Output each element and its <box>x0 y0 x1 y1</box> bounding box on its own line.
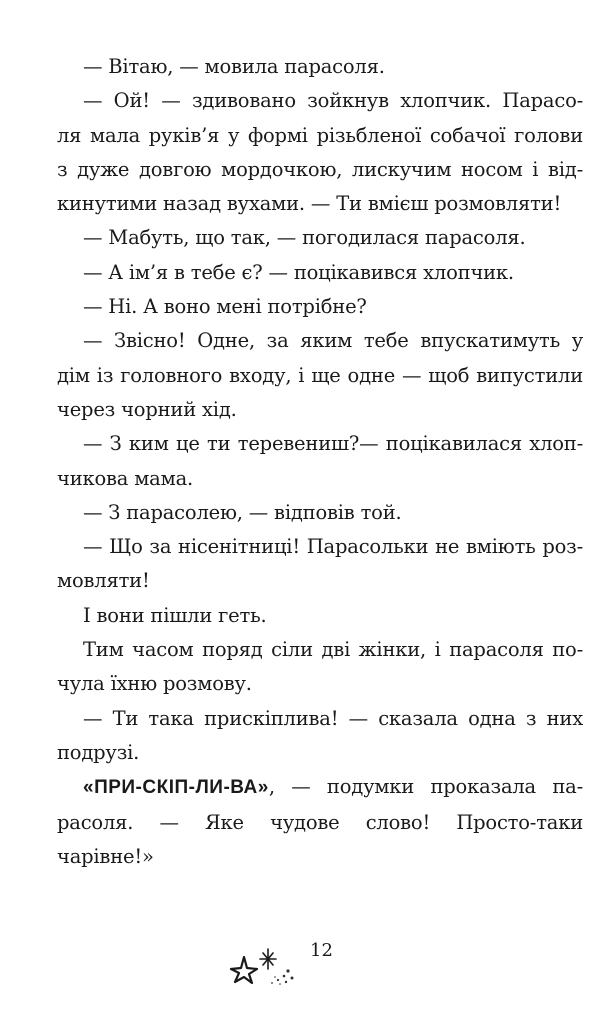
book-page <box>57 50 583 874</box>
paragraph <box>57 221 583 255</box>
paragraph <box>57 256 583 290</box>
page-number: 12 <box>310 940 333 961</box>
text-line: — Звісно! Одне, за яким тебе впускатимуть у <box>83 329 583 353</box>
paragraph <box>57 702 583 771</box>
text-line: — Вітаю, — мовила парасоля. <box>83 55 385 78</box>
text-line: — Що за нісенітниці! Парасольки не вміють роз- <box>83 535 583 559</box>
text-line: ля мала руків’я у формі різьбленої собачої голови <box>57 123 583 147</box>
text-fragment: , — подумки проказала па- <box>268 775 583 799</box>
paragraph <box>57 496 583 530</box>
text-line: дім із головного входу, і ще одне — щоб випустили <box>57 363 583 387</box>
stars-sparkle-icon <box>226 935 310 985</box>
text-line: — А ім’я в тебе є? — поцікавився хлопчик. <box>83 260 514 284</box>
text-line <box>57 770 583 805</box>
text-line: — З парасолею, — відповів той. <box>83 500 402 524</box>
text-line: — Мабуть, що так, — погодилася парасоля. <box>83 226 526 250</box>
paragraph <box>57 84 583 221</box>
paragraph <box>57 599 583 633</box>
text-line: Тим часом поряд сіли дві жінки, і парасоля по- <box>83 638 583 662</box>
text-line: І вони пішли геть. <box>83 603 267 627</box>
paragraph <box>57 633 583 702</box>
text-line: мовляти! <box>57 569 150 593</box>
paragraph <box>57 290 583 324</box>
text-line: чула їхню розмову. <box>57 672 252 696</box>
text-line: расоля. — Яке чудове слово! Просто-таки чарівне!» <box>57 810 583 868</box>
text-line: подрузі. <box>57 740 140 764</box>
paragraph <box>57 530 583 599</box>
text-line: — З ким це ти теревениш?— поцікавилася хлоп- <box>83 432 583 456</box>
text-line: кинутими назад вухами. — Ти вмієш розмовляти! <box>57 192 562 216</box>
text-line: — Ні. А воно мені потрібне? <box>83 295 367 319</box>
text-line: — Ой! — здивовано зойкнув хлопчик. Парасо- <box>83 89 583 113</box>
text-line: з дуже довгою мордочкою, лискучим носом і від- <box>57 157 583 181</box>
paragraph <box>57 324 583 427</box>
text-line: — Ти така прискіплива! — сказала одна з них <box>83 706 583 730</box>
page-footer <box>226 935 366 985</box>
text-line: через чорний хід. <box>57 397 237 421</box>
decorative-word: «ПРИ-СКІП-ЛИ-ВА» <box>83 777 269 799</box>
paragraph <box>57 50 583 84</box>
paragraph <box>57 427 583 496</box>
paragraph <box>57 770 583 874</box>
text-line: чикова мама. <box>57 466 194 490</box>
